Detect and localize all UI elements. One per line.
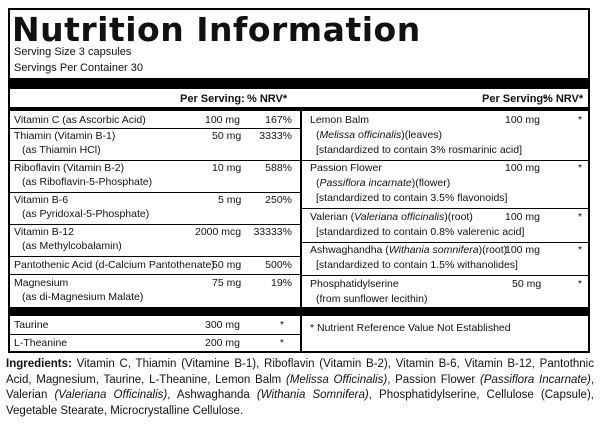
botanical-amount: 100 mg	[505, 114, 541, 126]
ingredient-segment: (Withania Somnifera)	[256, 389, 369, 401]
nutrient-source: (as Pyridoxal-5-Phosphate)	[22, 208, 150, 220]
nutrient-name: Magnesium	[14, 277, 69, 289]
botanical-name: Valerian (Valeriana officinalis)(root)	[310, 211, 473, 223]
row-divider	[10, 128, 300, 129]
ingredients-label: Ingredients:	[6, 358, 72, 370]
botanical-nrv: *	[577, 278, 582, 290]
nutrient-name: Vitamin B-6	[14, 194, 69, 206]
row-divider	[10, 334, 300, 335]
page-title: Nutrition Information	[12, 10, 421, 49]
ingredient-segment: , Ashwaghanda	[167, 389, 257, 401]
nutrient-nrv: 588%	[265, 162, 292, 174]
right-per-serving-header: Per Serving:	[482, 93, 547, 105]
ingredient-segment: , Passion Flower	[387, 373, 480, 386]
left-per-serving-header: Per Serving:	[180, 93, 245, 105]
ingredient-segment: , Phosphatidylserine, Cellulose (Capsule), Vegetable Stearate, Microcrystalline Cellulose.	[6, 389, 594, 417]
botanical-nrv: *	[577, 211, 582, 223]
nutrient-nrv: 3333%	[259, 130, 292, 142]
nutrient-source: (as Thiamin HCl)	[22, 144, 101, 156]
row-divider	[301, 275, 588, 276]
botanical-standardization: [standardized to contain 3.5% flavonoids]	[316, 192, 508, 204]
nutrient-amount: 2000 mcg	[195, 226, 242, 238]
nutrient-amount: 10 mg	[212, 162, 242, 174]
nutrient-nrv: 250%	[265, 194, 292, 206]
row-divider	[10, 274, 300, 275]
botanical-source: (from sunflower lecithin)	[316, 293, 428, 305]
botanical-amount: 100 mg	[505, 244, 541, 256]
botanical-nrv: *	[577, 114, 582, 126]
row-divider	[10, 256, 300, 257]
botanical-amount: 50 mg	[512, 278, 542, 290]
nutrient-amount: 300 mg	[205, 319, 241, 331]
botanical-amount: 100 mg	[505, 162, 541, 174]
ingredient-segment: (Valeriana Officinalis)	[54, 389, 168, 401]
footnote: * Nutrient Reference Value Not Established	[310, 322, 511, 334]
row-divider	[301, 160, 588, 161]
ingredient-segment: , Valerian	[6, 373, 595, 401]
botanical-name: Passion Flower	[310, 162, 382, 174]
nutrient-amount: 5 mg	[218, 194, 242, 206]
nutrient-nrv: *	[279, 319, 284, 331]
nutrient-amount: 50 mg	[212, 259, 242, 271]
botanical-standardization: [standardized to contain 1.5% withanolides]	[316, 259, 518, 271]
nutrient-source: (as Riboflavin-5-Phosphate)	[22, 176, 153, 188]
row-divider	[10, 160, 300, 161]
nutrient-source: (as di-Magnesium Malate)	[22, 291, 144, 303]
left-nrv-header: % NRV*	[247, 93, 288, 105]
nutrient-name: Vitamin B-12	[14, 226, 74, 238]
ingredient-segment: (Melissa Officinalis)	[285, 373, 388, 386]
section-bar	[10, 307, 300, 316]
nutrient-amount: 200 mg	[205, 337, 241, 349]
servings-per-container: Servings Per Container 30	[14, 62, 144, 74]
nutrient-source: (as Methylcobalamin)	[22, 240, 122, 252]
nutrient-amount: 50 mg	[212, 130, 242, 142]
botanical-standardization: [standardized to contain 0.8% valerenic acid]	[316, 226, 525, 238]
botanical-latin: (Passiflora incarnate)(flower)	[316, 177, 451, 189]
ingredients-text	[6, 357, 594, 419]
nutrient-nrv: 167%	[265, 114, 292, 126]
nutrient-nrv: 33333%	[253, 226, 292, 238]
row-divider	[10, 192, 300, 193]
row-divider	[301, 242, 588, 243]
header-rule	[10, 107, 588, 111]
botanical-name: Lemon Balm	[310, 114, 369, 126]
nutrient-name: Thiamin (Vitamin B-1)	[14, 130, 116, 142]
botanical-nrv: *	[577, 162, 582, 174]
nutrient-name: Vitamin C (as Ascorbic Acid)	[14, 114, 146, 126]
row-divider	[301, 208, 588, 209]
ingredient-segment: Vitamin C, Thiamin (Vitamine B-1), Riboflavin (Vitamin B-2), Vitamin B-6, Vitamin B-12, Pantothnic Acid, Magnesium, Taurine, L-Theanine, Lemon Balm	[6, 358, 594, 386]
nutrient-name: Taurine	[14, 319, 49, 331]
section-bar	[301, 307, 588, 316]
header-bar	[10, 78, 588, 89]
nutrient-name: Pantothenic Acid (d-Calcium Pantothenate)	[14, 259, 215, 271]
nutrient-name: Riboflavin (Vitamin B-2)	[14, 162, 125, 174]
nutrient-amount: 75 mg	[212, 277, 242, 289]
nutrient-amount: 100 mg	[205, 114, 241, 126]
row-divider	[10, 224, 300, 225]
serving-size: Serving Size 3 capsules	[14, 46, 132, 58]
nutrient-nrv: 19%	[270, 277, 292, 289]
botanical-latin: (Melissa officinalis)(leaves)	[316, 129, 443, 141]
nutrient-name: L-Theanine	[14, 337, 68, 349]
botanical-standardization: [standardized to contain 3% rosmarinic acid]	[316, 144, 523, 156]
botanical-amount: 100 mg	[505, 211, 541, 223]
right-nrv-header: % NRV*	[543, 93, 584, 105]
botanical-name: Ashwaghandha (Withania somnifera)(root)	[310, 244, 508, 256]
ingredient-segment: (Passiflora Incarnate)	[479, 373, 591, 386]
botanical-name: Phosphatidylserine	[310, 278, 399, 290]
nutrient-nrv: 500%	[265, 259, 292, 271]
botanical-nrv: *	[577, 244, 582, 256]
nutrient-nrv: *	[279, 337, 284, 349]
